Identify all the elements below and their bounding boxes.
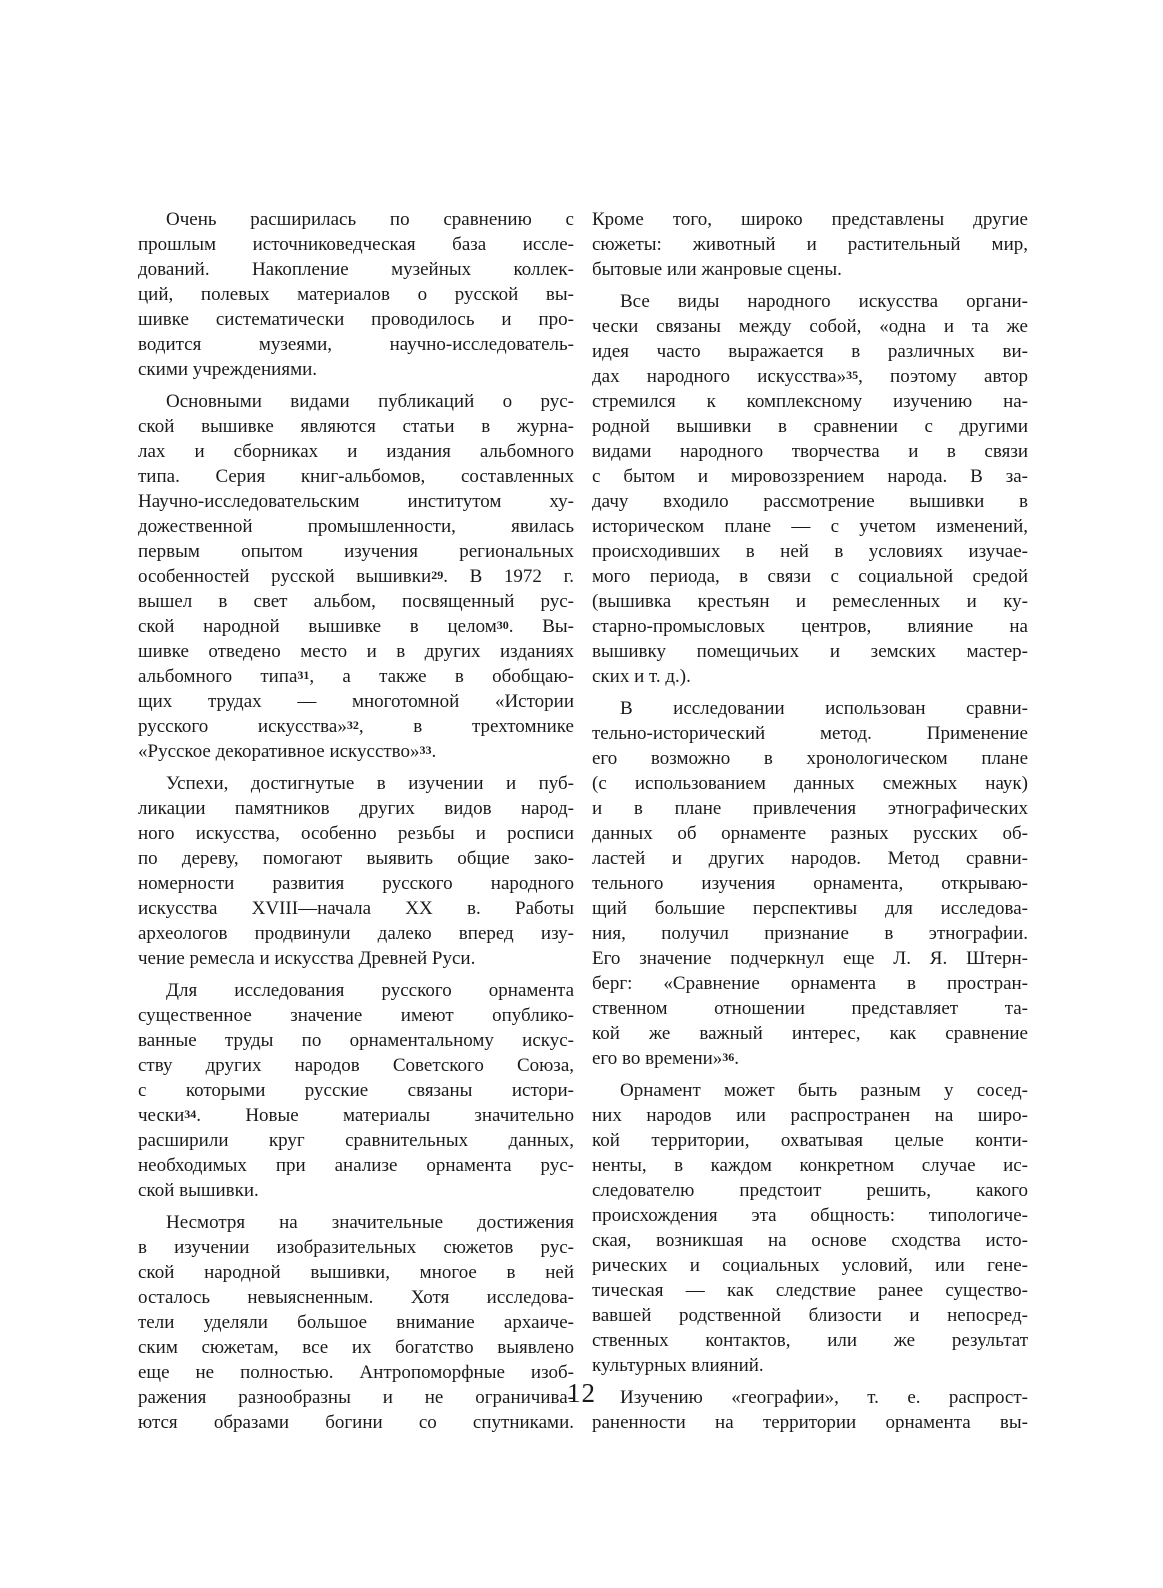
text-line (138, 1153, 574, 1178)
line-text-after: . Вы- (508, 616, 574, 637)
line-text: ражения разнообразны и не ограничива- (138, 1387, 574, 1408)
footnote-ref: 29 (431, 568, 444, 582)
text-line (138, 1078, 574, 1103)
text-line (138, 389, 574, 414)
line-text: чески связаны между собой, «одна и та же (592, 316, 1028, 337)
line-text: альбомного типа (138, 666, 298, 687)
text-line (592, 639, 1028, 664)
line-text: ских и т. д.). (592, 666, 691, 687)
text-line (138, 232, 574, 257)
text-line (138, 1003, 574, 1028)
text-line (138, 714, 574, 739)
line-text: стремился к комплексному изучению на- (592, 391, 1028, 412)
line-text: ской народной вышивки, многое в ней (138, 1262, 574, 1283)
text-line (138, 978, 574, 1003)
text-line (592, 821, 1028, 846)
text-line (138, 664, 574, 689)
text-line (592, 846, 1028, 871)
text-line (138, 1178, 574, 1203)
line-text: ного искусства, особенно резьбы и росписи (138, 823, 574, 844)
text-line (592, 589, 1028, 614)
text-line (592, 946, 1028, 971)
text-line (592, 232, 1028, 257)
line-text: по дереву, помогают выявить общие зако- (138, 848, 574, 869)
text-line (592, 871, 1028, 896)
line-text: Успехи, достигнутые в изучении и пуб- (166, 773, 574, 794)
left-column (138, 207, 574, 1442)
line-text: В исследовании использован сравни- (620, 698, 1028, 719)
line-text: искусства XVIII—начала XX в. Работы (138, 898, 574, 919)
line-text: кой же важный интерес, как сравнение (592, 1023, 1028, 1044)
text-line (138, 1410, 574, 1435)
line-text-after: , а также в обобщаю- (309, 666, 574, 687)
text-line (592, 696, 1028, 721)
line-text: чение ремесла и искусства Древней Руси. (138, 948, 476, 969)
text-line (592, 996, 1028, 1021)
line-text: родной вышивки в сравнении с другими (592, 416, 1028, 437)
line-text: особенностей русской вышивки (138, 566, 432, 587)
text-line (592, 207, 1028, 232)
line-text: дований. Накопление музейных коллек- (138, 259, 574, 280)
text-line (592, 1303, 1028, 1328)
text-line (592, 1410, 1028, 1435)
text-line (138, 1028, 574, 1053)
text-line (138, 946, 574, 971)
line-text: номерности развития русского народного (138, 873, 574, 894)
line-text: археологов продвинули далеко вперед изу- (138, 923, 574, 944)
line-text: ской народной вышивке в целом (138, 616, 497, 637)
text-line (592, 614, 1028, 639)
text-line (592, 339, 1028, 364)
line-text: данных об орнаменте разных русских об- (592, 823, 1028, 844)
line-text: происхождения эта общность: типологиче- (592, 1205, 1028, 1226)
text-line (138, 589, 574, 614)
text-line (138, 1210, 574, 1235)
line-text: Изучению «географии», т. е. распрост- (620, 1387, 1028, 1408)
line-text: ненты, в каждом конкретном случае ис- (592, 1155, 1028, 1176)
text-line (592, 1228, 1028, 1253)
text-line (592, 1353, 1028, 1378)
line-text: Научно-исследовательским институтом ху- (138, 491, 574, 512)
text-line (592, 439, 1028, 464)
text-line (592, 1103, 1028, 1128)
text-line (138, 796, 574, 821)
line-text: Орнамент может быть разным у сосед- (620, 1080, 1028, 1101)
line-text: Его значение подчеркнул еще Л. Я. Штерн- (592, 948, 1028, 969)
paragraph (592, 289, 1028, 689)
line-text: рических и социальных условий, или гене- (592, 1255, 1028, 1276)
text-line (592, 489, 1028, 514)
text-line (138, 207, 574, 232)
text-line (592, 364, 1028, 389)
line-text: мого периода, в связи с социальной средой (592, 566, 1028, 587)
line-text: в изучении изобразительных сюжетов рус- (138, 1237, 574, 1258)
text-line (592, 389, 1028, 414)
line-text: Основными видами публикаций о рус- (166, 391, 574, 412)
text-line (592, 896, 1028, 921)
text-line (138, 1310, 574, 1335)
line-text: ластей и других народов. Метод сравни- (592, 848, 1028, 869)
paragraph (138, 207, 574, 382)
text-line (592, 1021, 1028, 1046)
text-line (138, 689, 574, 714)
text-line (138, 1128, 574, 1153)
text-line (592, 1128, 1028, 1153)
text-line (592, 514, 1028, 539)
line-text: ственном отношении представляет та- (592, 998, 1028, 1019)
line-text: тическая — как следствие ранее существо- (592, 1280, 1028, 1301)
text-line (592, 564, 1028, 589)
line-text: Все виды народного искусства органи- (620, 291, 1028, 312)
line-text: видами народного творчества и в связи (592, 441, 1028, 462)
text-line (592, 1153, 1028, 1178)
text-line (138, 414, 574, 439)
line-text: тельно-исторический метод. Применение (592, 723, 1028, 744)
line-text: с бытом и мировоззрением народа. В за- (592, 466, 1028, 487)
line-text: ственных контактов, или же результат (592, 1330, 1028, 1351)
line-text: культурных влияний. (592, 1355, 764, 1376)
line-text: щих трудах — многотомной «Истории (138, 691, 574, 712)
line-text: шивке систематически проводилось и про- (138, 309, 574, 330)
line-text: его возможно в хронологическом плане (592, 748, 1028, 769)
line-text: Кроме того, широко представлены другие (592, 209, 1028, 230)
line-text: щий большие перспективы для исследова- (592, 898, 1028, 919)
text-line (592, 1178, 1028, 1203)
paragraph (592, 1078, 1028, 1378)
line-text: русского искусства» (138, 716, 347, 737)
text-line (138, 257, 574, 282)
text-line (138, 1285, 574, 1310)
text-line (592, 539, 1028, 564)
line-text-after: , поэтому автор (858, 366, 1028, 387)
text-line (592, 771, 1028, 796)
line-text: осталось невыясненным. Хотя исследова- (138, 1287, 574, 1308)
line-text: ния, получил признание в этнографии. (592, 923, 1028, 944)
text-line (138, 539, 574, 564)
line-text: прошлым источниковедческая база иссле- (138, 234, 574, 255)
line-text-after: , в трехтомнике (358, 716, 574, 737)
line-text: ванные труды по орнаментальному искус- (138, 1030, 574, 1051)
line-text: ются образами богини со спутниками. (138, 1412, 574, 1433)
line-text: берг: «Сравнение орнамента в простран- (592, 973, 1028, 994)
line-text-after: . В 1972 г. (443, 566, 574, 587)
paragraph (592, 207, 1028, 282)
line-text: лах и сборниках и издания альбомного (138, 441, 574, 462)
line-text: типа. Серия книг-альбомов, составленных (138, 466, 574, 487)
line-text: Несмотря на значительные достижения (166, 1212, 574, 1233)
text-line (592, 746, 1028, 771)
text-line (138, 1335, 574, 1360)
text-line (592, 1253, 1028, 1278)
text-line (138, 821, 574, 846)
paragraph (138, 389, 574, 764)
text-line (138, 871, 574, 896)
line-text: Очень расширилась по сравнению с (166, 209, 574, 230)
line-text-after: . (734, 1048, 740, 1069)
line-text: тельного изучения орнамента, открываю- (592, 873, 1028, 894)
text-line (138, 614, 574, 639)
text-line (592, 721, 1028, 746)
line-text: ской вышивке являются статьи в журна- (138, 416, 574, 437)
text-line (138, 896, 574, 921)
text-line (592, 1278, 1028, 1303)
text-line (592, 314, 1028, 339)
line-text: ская, возникшая на основе сходства исто- (592, 1230, 1028, 1251)
line-text: историческом плане — с учетом изменений, (592, 516, 1028, 537)
line-text: сюжеты: животный и растительный мир, (592, 234, 1028, 255)
line-text: скими учреждениями. (138, 359, 318, 380)
line-text: происходивших в ней в условиях изучае- (592, 541, 1028, 562)
text-line (138, 332, 574, 357)
page-number: 12 (567, 1378, 596, 1408)
text-line (138, 639, 574, 664)
line-text: его во времени» (592, 1048, 723, 1069)
line-text: «Русское декоративное искусство» (138, 741, 420, 762)
line-text: расширили круг сравнительных данных, (138, 1130, 574, 1151)
line-text: (вышивка крестьян и ремесленных и ку- (592, 591, 1028, 612)
line-text: дах народного искусства» (592, 366, 847, 387)
line-text: (с использованием данных смежных наук) (592, 773, 1028, 794)
text-line (138, 307, 574, 332)
line-text: дачу входило рассмотрение вышивки в (592, 491, 1028, 512)
text-line (592, 414, 1028, 439)
text-line (138, 771, 574, 796)
footnote-ref: 34 (184, 1107, 197, 1121)
line-text: первым опытом изучения региональных (138, 541, 574, 562)
footnote-ref: 30 (496, 618, 509, 632)
text-line (592, 1046, 1028, 1071)
line-text: ским сюжетам, все их богатство выявлено (138, 1337, 574, 1358)
line-text-after: . Новые материалы значительно (196, 1105, 574, 1126)
line-text: вышел в свет альбом, посвященный рус- (138, 591, 574, 612)
line-text: чески (138, 1105, 185, 1126)
text-line (592, 921, 1028, 946)
line-text: дожественной промышленности, явилась (138, 516, 574, 537)
line-text: кой территории, охватывая целые конти- (592, 1130, 1028, 1151)
text-line (138, 514, 574, 539)
line-text: бытовые или жанровые сцены. (592, 259, 842, 280)
text-line (592, 257, 1028, 282)
line-text: и в плане привлечения этнографических (592, 798, 1028, 819)
line-text: вышивку помещичьих и земских мастер- (592, 641, 1028, 662)
text-line (138, 1260, 574, 1285)
text-line (138, 439, 574, 464)
footnote-ref: 32 (346, 718, 359, 732)
line-text: ской вышивки. (138, 1180, 259, 1201)
line-text: раненности на территории орнамента вы- (592, 1412, 1028, 1433)
right-column (592, 207, 1028, 1442)
text-line (592, 971, 1028, 996)
line-text: ций, полевых материалов о русской вы- (138, 284, 574, 305)
text-line (138, 357, 574, 382)
line-text: тели уделяли большое внимание архаиче- (138, 1312, 574, 1333)
text-line (592, 796, 1028, 821)
line-text: них народов или распространен на широ- (592, 1105, 1028, 1126)
line-text: еще не полностью. Антропоморфные изоб- (138, 1362, 574, 1383)
paragraph (138, 771, 574, 971)
line-text: с которыми русские связаны истори- (138, 1080, 574, 1101)
line-text: ству других народов Советского Союза, (138, 1055, 574, 1076)
text-line (138, 1053, 574, 1078)
text-line (138, 1103, 574, 1128)
text-line (138, 739, 574, 764)
text-line (592, 1328, 1028, 1353)
line-text: старно-промысловых центров, влияние на (592, 616, 1028, 637)
line-text: ликации памятников других видов народ- (138, 798, 574, 819)
line-text: следователю предстоит решить, какого (592, 1180, 1028, 1201)
text-line (592, 1078, 1028, 1103)
line-text: необходимых при анализе орнамента рус- (138, 1155, 574, 1176)
line-text: Для исследования русского орнамента (166, 980, 574, 1001)
line-text-after: . (431, 741, 437, 762)
footnote-ref: 31 (297, 668, 310, 682)
text-line (592, 664, 1028, 689)
text-line (592, 289, 1028, 314)
text-line (592, 464, 1028, 489)
text-line (138, 846, 574, 871)
text-line (138, 564, 574, 589)
text-line (138, 464, 574, 489)
line-text: шивке отведено место и в других изданиях (138, 641, 574, 662)
text-line (138, 1235, 574, 1260)
line-text: существенное значение имеют опублико- (138, 1005, 574, 1026)
line-text: идея часто выражается в различных ви- (592, 341, 1028, 362)
text-line (138, 489, 574, 514)
line-text: вавшей родственной близости и непосред- (592, 1305, 1028, 1326)
footnote-ref: 35 (846, 368, 859, 382)
paragraph (592, 696, 1028, 1071)
footnote-ref: 33 (419, 743, 432, 757)
text-line (138, 282, 574, 307)
paragraph (138, 978, 574, 1203)
text-line (138, 921, 574, 946)
line-text: водится музеями, научно-исследователь- (138, 334, 574, 355)
footnote-ref: 36 (722, 1050, 735, 1064)
text-line (592, 1203, 1028, 1228)
